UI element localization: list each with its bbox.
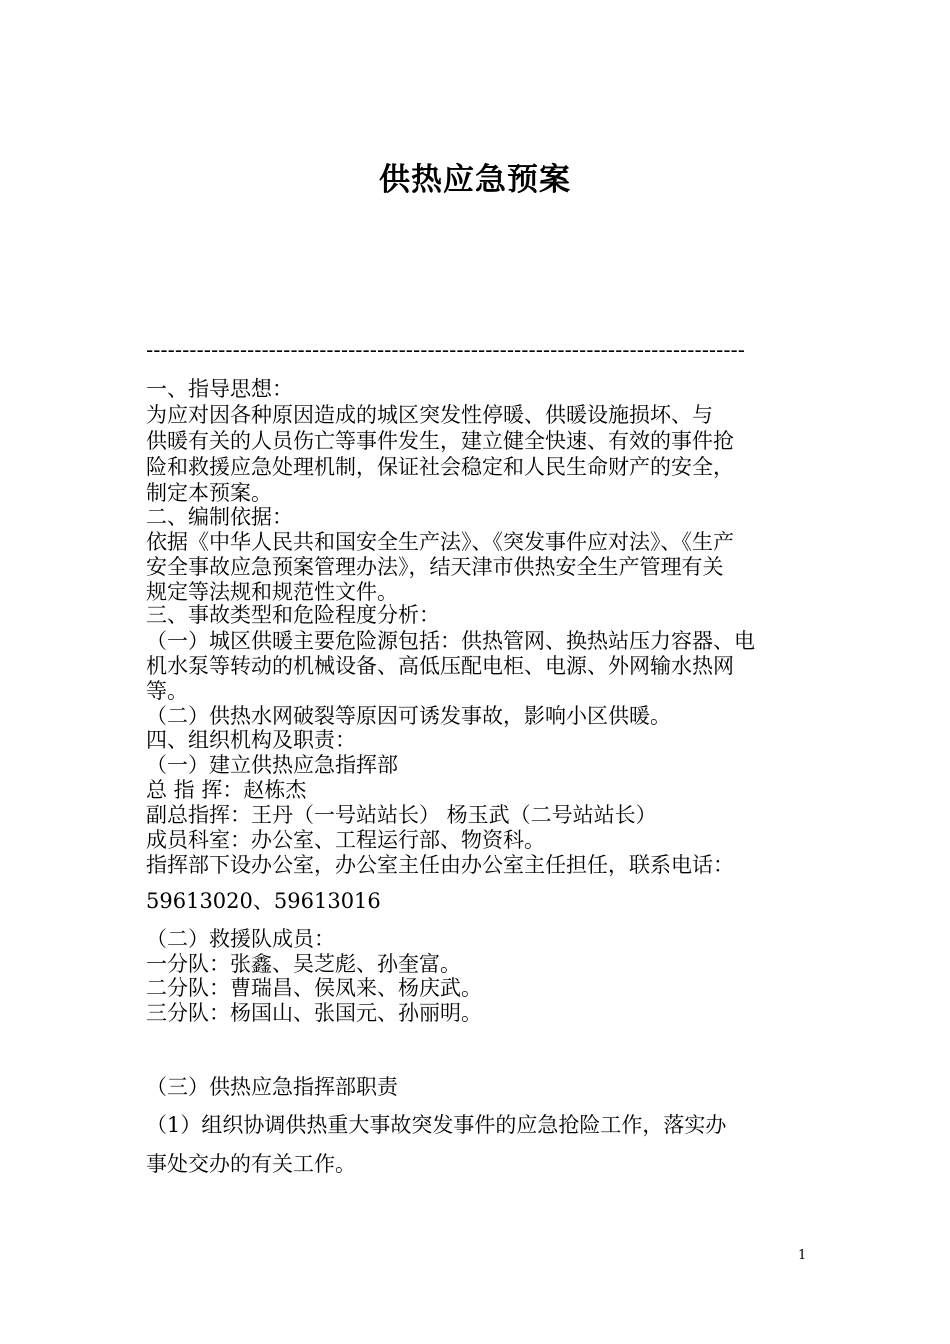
paragraph-line: 安全事故应急预案管理办法》，结天津市供热安全生产管理有关 [146, 555, 724, 579]
paragraph-line: 制定本预案。 [146, 481, 272, 505]
section-heading-organization: 四、组织机构及职责： [146, 728, 356, 752]
paragraph-line: 为应对因各种原因造成的城区突发性停暖、供暖设施损坏、与 [146, 403, 713, 427]
paragraph-line: 总 指 挥：赵栋杰 [146, 778, 307, 802]
paragraph-line: 等。 [146, 679, 188, 703]
document-title: 供热应急预案 [379, 162, 571, 198]
team-member-line: 二分队：曹瑞昌、侯凤来、杨庆武。 [146, 976, 482, 1000]
team-member-line: 一分队：张鑫、吴芝彪、孙奎富。 [146, 952, 461, 976]
paragraph-line: （1）组织协调供热重大事故突发事件的应急抢险工作，落实办 [146, 1113, 727, 1137]
paragraph-line: 供暖有关的人员伤亡等事件发生，建立健全快速、有效的事件抢 [146, 429, 734, 453]
paragraph-line: 事处交办的有关工作。 [146, 1152, 356, 1176]
paragraph-line: 成员科室：办公室、工程运行部、物资科。 [146, 828, 545, 852]
paragraph-line: （二）供热水网破裂等原因可诱发事故，影响小区供暖。 [146, 704, 671, 728]
page-number: 1 [798, 1248, 807, 1263]
paragraph-line: 指挥部下设办公室，办公室主任由办公室主任担任，联系电话： [146, 853, 734, 877]
paragraph-line: 机水泵等转动的机械设备、高低压配电柜、电源、外网输水热网 [146, 654, 734, 678]
separator-line: ----------------------------------------------------------------------------------- [146, 338, 745, 362]
paragraph-line: 副总指挥：王丹（一号站站长） 杨玉武（二号站站长） [146, 803, 657, 827]
team-member-line: 三分队：杨国山、张国元、孙丽明。 [146, 1001, 482, 1025]
paragraph-line: （一）城区供暖主要危险源包括：供热管网、换热站压力容器、电 [146, 629, 755, 653]
subsection-heading: （一）建立供热应急指挥部 [146, 753, 398, 777]
subsection-heading: （三）供热应急指挥部职责 [146, 1075, 398, 1099]
section-heading-accident-types: 三、事故类型和危险程度分析： [146, 603, 440, 627]
paragraph-line: 规定等法规和规范性文件。 [146, 580, 398, 604]
subsection-heading: （二）救援队成员： [146, 927, 335, 951]
paragraph-line: 险和救援应急处理机制，保证社会稳定和人民生命财产的安全， [146, 455, 734, 479]
section-heading-basis: 二、编制依据： [146, 505, 293, 529]
paragraph-line: 依据《中华人民共和国安全生产法》、《突发事件应对法》、《生产 [146, 530, 734, 554]
section-heading-guiding-ideas: 一、指导思想： [146, 377, 293, 401]
phone-numbers: 59613020、59613016 [146, 889, 381, 913]
